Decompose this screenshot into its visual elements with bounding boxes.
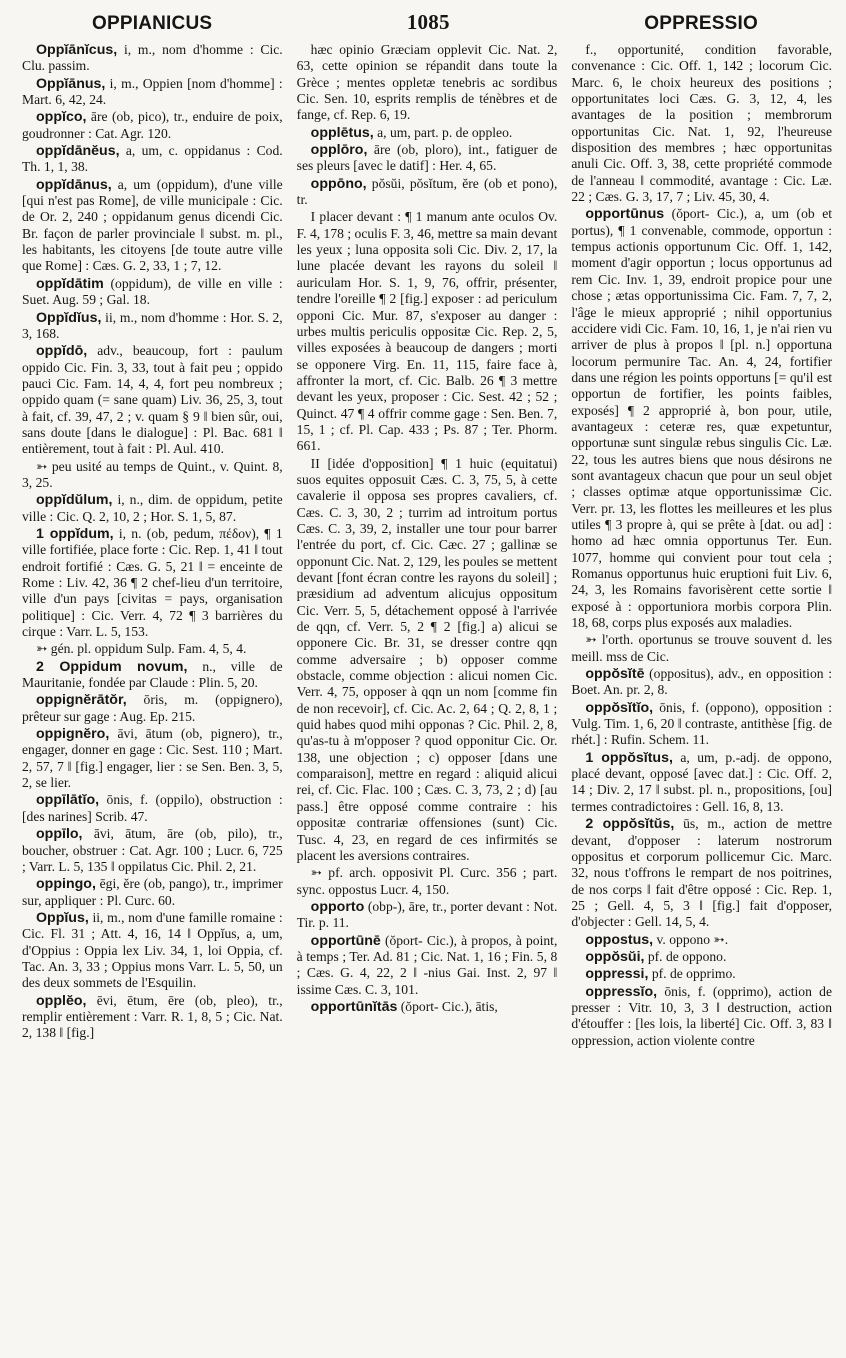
entry-text: ➳ peu usité au temps de Quint., v. Quint. 8, 3, 25. bbox=[22, 458, 283, 490]
dictionary-entry bbox=[297, 899, 558, 932]
entry-headword: oppŏsŭi, bbox=[585, 948, 645, 965]
dictionary-entry bbox=[22, 492, 283, 525]
dictionary-entry bbox=[22, 792, 283, 825]
page-number: 1085 bbox=[406, 10, 450, 34]
dictionary-entry bbox=[22, 993, 283, 1042]
dictionary-entry bbox=[297, 125, 558, 141]
dictionary-entry bbox=[571, 666, 832, 699]
dictionary-entry bbox=[22, 276, 283, 309]
entry-text: ūs, m., action de mettre devant, d'opposer : laterum nostrorum oppositus et corporum pollicemur Cic. Marc. 32, nous t'offrons le rempart de nos poitrines, de nos corps ‖ fait d'être opposé : Cic. Rep. 1, 25 ; Gell. 4, 5, 3 ‖ [fig.] fait d'opposer, d'objecter : Gell. 14, 5, 4. bbox=[571, 816, 833, 930]
entry-headword: oppŏsĭtĭo, bbox=[585, 699, 654, 716]
dictionary-entry bbox=[22, 42, 283, 75]
entry-text: ii, m., nom d'homme : Hor. S. 2, 3, 168. bbox=[22, 309, 283, 341]
dictionary-entry bbox=[571, 949, 832, 965]
entry-text: hæc opinio Græciam opplevit Cic. Nat. 2, 63, cette opinion se répandit dans toute la Grèce ; mentes oppletæ tenebris ac sordibus Cic. Sen. 10, esprits remplis de ténèbres et de fange, cf. Rep. 6, 19. bbox=[296, 42, 558, 123]
entry-text: āre (ob, pico), tr., enduire de poix, goudronner : Cat. Agr. 120. bbox=[22, 109, 283, 141]
dictionary-entry bbox=[571, 42, 832, 205]
dictionary-entry bbox=[22, 310, 283, 343]
entry-text: āvi, ātum (ob, pignero), tr., engager, donner en gage : Cic. Sest. 110 ; Mart. 2, 57, 7 ‖ [fig.] engager, lier : se Sen. Ben. 3, 5, 2, se lier. bbox=[22, 726, 283, 791]
dictionary-entry bbox=[22, 343, 283, 457]
entry-text: (ŏport- Cic.), à propos, à point, à temps ; Ter. Ad. 81 ; Cic. Nat. 1, 16 ; Fin. 5, 8 ; Cæs. G. 4, 22, 2 ‖ -nius Gai. Inst. 2, 97 ‖ issime Cæs. C. 3, 101. bbox=[296, 932, 558, 997]
entry-headword: oppōno, bbox=[310, 175, 367, 192]
dictionary-entry bbox=[571, 750, 832, 815]
entry-headword: oppostus, bbox=[585, 931, 654, 948]
entry-text: i, n. (ob, pedum, πέδον), ¶ 1 ville fortifiée, place forte : Cic. Rep. 1, 41 ‖ tout endroit fortifié : Cæs. G. 5, 21 ‖ = enceinte de Rome : Liv. 42, 36 ¶ 2 chef-lieu d'un territoire, ville d'un pays [civitas = pays, organisation politique] : Cic. Verr. 4, 72 ¶ 3 barrières du cirque : Varr. L. 5, 153. bbox=[22, 525, 283, 640]
entry-headword: oppressi, bbox=[585, 966, 649, 983]
entry-text: ōris, m. (oppignero), prêteur sur gage : Aug. Ep. 215. bbox=[22, 692, 283, 724]
dictionary-entry bbox=[571, 816, 832, 930]
entry-text: pf. de oppono. bbox=[644, 948, 727, 964]
entry-headword: opplōro, bbox=[310, 142, 368, 159]
dictionary-entry bbox=[22, 526, 283, 640]
entry-headword: oppĭdānus, bbox=[36, 176, 112, 193]
dictionary-entry bbox=[297, 865, 558, 898]
dictionary-entry bbox=[22, 692, 283, 725]
entry-text: i, n., dim. de oppidum, petite ville : Cic. Q. 2, 10, 2 ; Hor. S. 1, 5, 87. bbox=[22, 492, 283, 524]
dictionary-entry bbox=[22, 109, 283, 142]
entry-headword: Oppĭānus, bbox=[36, 75, 106, 92]
entry-headword: oppĭdō, bbox=[36, 343, 88, 360]
dictionary-entry bbox=[22, 177, 283, 275]
entry-text: a, um, part. p. de oppleo. bbox=[373, 124, 513, 140]
entry-headword: oppignĕro, bbox=[36, 726, 110, 743]
entry-text: ōnis, f. (oppilo), obstruction : [des narines] Scrib. 47. bbox=[22, 792, 283, 824]
entry-headword: 1 oppŏsĭtus, bbox=[585, 749, 673, 766]
running-head-left: OPPIANICUS bbox=[92, 13, 213, 34]
entry-text: āre (ob, ploro), int., fatiguer de ses pleurs [avec le datif] : Her. 4, 65. bbox=[296, 142, 558, 174]
entry-headword: opportūnĭtās bbox=[310, 998, 398, 1015]
entry-text: (ŏport- Cic.), a, um (ob et portus), ¶ 1 convenable, commode, opportun : tempus actionis opportunum Cic. Off. 1, 142, moment d'agir opportun ; locus opportunus ad rem Cic. Inv. 1, 39, endroit propice pour une chose ; ætas opportunissima Cic. Fam. 7, 7, 2, l'âge le mieux approprié ; nihil opportunius accidere vidi Cic. Fam. 10, 16, 1, je n'ai rien vu arriver de plus à propos ‖ [pl. n.] opportuna locorum permunire Tac. An. 4, 24, fortifier dans une région les points opportuns [= qu'il est opportun de fortifier, les points faibles, exposés] ¶ 2 approprié à, bon pour, utile, avantageux : ceteræ res, quæ expetuntur, opportunæ sunt singulæ rebus singulis Cic. Læ. 22, tous les autres biens que nous désirons ne sont avantageux chacun que pour un seul objet ; classes optimæ atque opportunissimæ Cic. Verr. pr. 13, les flottes les meilleures et les plus utiles ¶ 3 propre à, qui se prête à [dat. ou ad] : homo ad hæc omnia opportunus Ter. Eun. 1077, homme qui convient pour tout cela ; Romanus opportunus huic eruptioni fuit Liv. 6, 24, 3, les Romains favorisèrent cette sortie ‖ exposé à : opportuniora morbis corpora Plin. 18, 68, corps plus exposés aux maladies. bbox=[571, 206, 833, 631]
entry-headword: oppĭdātim bbox=[36, 275, 104, 292]
entry-text: ➳ pf. arch. opposivit Pl. Curc. 356 ; part. sync. oppostus Lucr. 4, 150. bbox=[296, 865, 558, 897]
entry-text: ēvi, ētum, ēre (ob, pleo), tr., remplir entièrement : Varr. R. 1, 8, 5 ; Cic. Nat. 2, 138 ‖ [fig.] bbox=[22, 992, 283, 1041]
dictionary-entry bbox=[297, 933, 558, 998]
dictionary-entry bbox=[297, 142, 558, 175]
entry-text: pŏsŭi, pŏsĭtum, ĕre (ob et pono), tr. bbox=[296, 175, 558, 208]
dictionary-entry bbox=[571, 206, 832, 631]
entry-headword: oppĭdŭlum, bbox=[36, 492, 113, 509]
entry-headword: opplētus, bbox=[310, 124, 374, 141]
entry-text: I placer devant : ¶ 1 manum ante oculos Ov. F. 4, 178 ; oculis F. 3, 46, mettre sa main devant les yeux ; luna opposita soli Cic. Div. 2, 17, la lune placée devant les rayons du soleil ‖ auriculam Hor. S. 1, 9, 76, offrir, présenter, tendre l'oreille ¶ 2 [fig.] exposer : ad periculum opponi Cic. Mur. 87, s'exposer au danger : urbes multis periculis oppositæ Cic. Rep. 2, 5, villes exposées à beaucoup de dangers ; morti se opponere Virg. En. 11, 115, faire face à, affronter la mort, cf. Cic. Balb. 26 ¶ 3 mettre devant les yeux, proposer : Cic. Sest. 42 ; 52 ; Quinct. 47 ¶ 4 offrir comme gage : Sen. Ben. 7, 15, 1 ; cf. Pl. Cap. 433 ; Ps. 87 ; Ter. Phorm. 661. bbox=[296, 209, 558, 454]
entry-headword: Oppĭdĭus, bbox=[36, 309, 102, 326]
entry-text: i, m., Oppien [nom d'homme] : Mart. 6, 42, 24. bbox=[22, 75, 283, 108]
entry-text: ii, m., nom d'une famille romaine : Cic. Fl. 31 ; Att. 4, 16, 14 ‖ Oppĭus, a, um, d'Oppius : Oppia lex Liv. 34, 1, loi Oppia, cf. Tac. An. 3, 33 ; Oppius mons Varr. L. 5, 50, un des deux sommets de l'Esquilin. bbox=[22, 909, 283, 991]
dictionary-entry bbox=[571, 932, 832, 948]
entry-text: i, m., nom d'homme : Cic. Clu. passim. bbox=[22, 42, 283, 74]
entry-headword: oppingo, bbox=[36, 876, 96, 893]
page-header bbox=[22, 10, 832, 42]
entry-text: f., opportunité, condition favorable, convenance : Cic. Off. 1, 142 ; locorum Cic. Marc. 6, le choix heureux des positions ; opportunitates loci Cæs. G. 3, 12, 4, les avantages de la position ; membrorum opportunitas Cic. Nat. 1, 92, l'heureuse disposition des membres ; hæc opportunitas anuli Cic. Off. 3, 38, cette propriété commode de l'anneau ‖ commodité, avantage : Cic. Læ. 22 ; Cæs. G. 3, 17, 7 ; Liv. 45, 30, 4. bbox=[571, 42, 833, 205]
entry-headword: Oppĭus, bbox=[36, 909, 89, 926]
entry-text: (oppidum), de ville en ville : Suet. Aug. 59 ; Gal. 18. bbox=[22, 275, 283, 308]
column-right bbox=[571, 42, 832, 1352]
entry-text: ēgi, ĕre (ob, pango), tr., imprimer sur, appliquer : Pl. Curc. 60. bbox=[22, 876, 283, 908]
dictionary-entry bbox=[571, 700, 832, 749]
entry-text: ōnis, f. (oppono), opposition : Vulg. Tim. 1, 6, 20 ‖ contraste, antithèse [fig. de rhét.] : Rufin. Schem. 11. bbox=[571, 699, 833, 748]
entry-text: āvi, ātum, āre (ob, pilo), tr., boucher, obstruer : Cat. Agr. 100 ; Lucr. 6, 725 ; Varr. L. 5, 135 ‖ oppilatus Cic. Phil. 2, 21. bbox=[22, 826, 283, 874]
entry-text: (oppositus), adv., en opposition : Boet. An. pr. 2, 8. bbox=[571, 666, 833, 698]
dictionary-entry bbox=[22, 641, 283, 657]
entry-headword: oppĭco, bbox=[36, 109, 87, 126]
dictionary-entry bbox=[22, 76, 283, 109]
entry-text: (obp-), āre, tr., porter devant : Not. Tir. p. 11. bbox=[296, 898, 558, 931]
entry-text: v. oppono ➳. bbox=[653, 931, 729, 947]
dictionary-entry bbox=[22, 876, 283, 909]
entry-text: a, um, c. oppidanus : Cod. Th. 1, 1, 38. bbox=[22, 143, 283, 175]
entry-text: ➳ l'orth. oportunus se trouve souvent d. les meill. mss de Cic. bbox=[571, 632, 833, 664]
entry-headword: 2 Oppidum novum, bbox=[36, 658, 188, 675]
columns bbox=[22, 42, 832, 1352]
dictionary-entry bbox=[22, 826, 283, 875]
dictionary-entry bbox=[297, 456, 558, 865]
entry-text: II [idée d'opposition] ¶ 1 huic (equitatui) suos equites opposuit Cæs. C. 3, 75, 5, à cette cavalerie il opposa ses propres cavaliers, cf. Cæs. C. 3, 30, 2 ; turrim ad introitum portus Cæs. C. 3, 39, 2, installer une tour pour barrer l'entrée du port, cf. Cic. Cæc. 27 ; gallinæ se opponunt Cic. Nat. 2, 129, les poules se mettent devant [font écran contre les rayons du soleil] ; præsidium ad adventum alicujus oppositum Cic. Verr. 5, 5, détachement opposé à l'arrivée de qqn, cf. Verr. 5, 2 ¶ 2 [fig.] a) alicui se opponere Cic. Br. 31, se dresser contre qqn comme adversaire ; b) opposer comme obstacle, comme objection : alicui nomen Cic. Verr. 4, 75, opposer à qqn un nom [comme fin de non recevoir], cf. Cic. Ac. 2, 64 ; Q. 2, 8, 1 ; quid habes quod mihi opponas ? Cic. Phil. 2, 8, qu'as-tu à m'opposer ? quod opponitur Cic. Or. 138, une objection ; c) opposer [dans une comparaison], mettre en regard : aliquid alicui rei, cf. Cic. Flac. 100 ; Cæs. C. 3, 73, 2 ; d) [au pass.] être opposé comme contraire : his oppositæ contrariæ offensiones (sunt) Cic. Tusc. 4, 23, en regard de ces infirmités se placent les aversions contraires. bbox=[296, 455, 558, 863]
entry-headword: oppressĭo, bbox=[585, 983, 658, 1000]
dictionary-entry bbox=[297, 209, 558, 454]
entry-text: pf. de opprimo. bbox=[648, 966, 736, 982]
entry-headword: opportūnus bbox=[585, 206, 665, 223]
entry-text: (ŏport- Cic.), ātis, bbox=[397, 998, 498, 1014]
entry-headword: opplĕo, bbox=[36, 992, 87, 1009]
dictionary-entry bbox=[22, 459, 283, 492]
dictionary-entry bbox=[22, 143, 283, 176]
entry-text: a, um, p.-adj. de oppono, placé devant, opposé [avec dat.] : Cic. Off. 2, 14 ; Div. 2, 17 ‖ subst. pl. n., propositions, [ou] termes contradictoires : Gell. 16, 8, 13. bbox=[571, 749, 833, 814]
entry-headword: oppĭdānĕus, bbox=[36, 143, 120, 160]
entry-text: ōnis, f. (opprimo), action de presser : Vitr. 10, 3, 3 ‖ destruction, action d'étouffer : [les lois, la liberté] Cic. Off. 3, 83 ‖ oppression, action violente contre bbox=[571, 983, 833, 1048]
entry-text: ➳ gén. pl. oppidum Sulp. Fam. 4, 5, 4. bbox=[36, 641, 247, 657]
entry-headword: oppīlātĭo, bbox=[36, 792, 100, 809]
entry-text: a, um (oppidum), d'une ville [qui n'est pas Rome], de ville municipale : Cic. de Or. 2, 240 ; oppidanum genus dicendi Cic. Br. façon de parler provinciale ‖ subst. m. pl., les habitants, les citoyens [de toute autre ville que Rome] : Cæs. G. 2, 33, 1 ; 7, 12. bbox=[22, 176, 283, 274]
dictionary-entry bbox=[571, 966, 832, 982]
running-head-right: OPPRESSIO bbox=[644, 13, 758, 34]
column-left bbox=[22, 42, 283, 1352]
entry-headword: 2 oppŏsĭtŭs, bbox=[585, 816, 675, 833]
entry-headword: oppŏsĭtē bbox=[585, 666, 645, 683]
entry-headword: Oppĭānĭcus, bbox=[36, 42, 118, 58]
dictionary-entry bbox=[571, 984, 832, 1049]
entry-headword: opporto bbox=[310, 898, 365, 915]
entry-headword: opportūnē bbox=[310, 932, 381, 949]
column-middle bbox=[297, 42, 558, 1352]
entry-headword: 1 oppĭdum, bbox=[36, 525, 114, 542]
entry-text: adv., beaucoup, fort : paulum oppido Cic. Fin. 3, 33, tout à fait peu ; oppido pauci Cic. Fam. 14, 4, 4, fort peu nombreux ; oppido quam (= sane quam) Liv. 36, 25, 3, tout à fait, cf. 39, 47, 2 ; v. quam § 9 ‖ bien sûr, oui, sans doute [dans le dialogue] : Pl. Bac. 681 ‖ entièrement, tout à fait : Pl. Aul. 410. bbox=[22, 343, 283, 457]
dictionary-entry bbox=[297, 42, 558, 124]
entry-text: n., ville de Mauritanie, fondée par Claude : Plin. 5, 20. bbox=[22, 658, 283, 691]
dictionary-entry bbox=[297, 999, 558, 1015]
dictionary-entry bbox=[22, 910, 283, 992]
dictionary-entry bbox=[22, 659, 283, 692]
entry-headword: oppīlo, bbox=[36, 826, 83, 843]
dictionary-entry bbox=[571, 632, 832, 665]
dictionary-entry bbox=[22, 726, 283, 791]
dictionary-entry bbox=[297, 176, 558, 209]
entry-headword: oppignĕrātŏr, bbox=[36, 692, 127, 709]
